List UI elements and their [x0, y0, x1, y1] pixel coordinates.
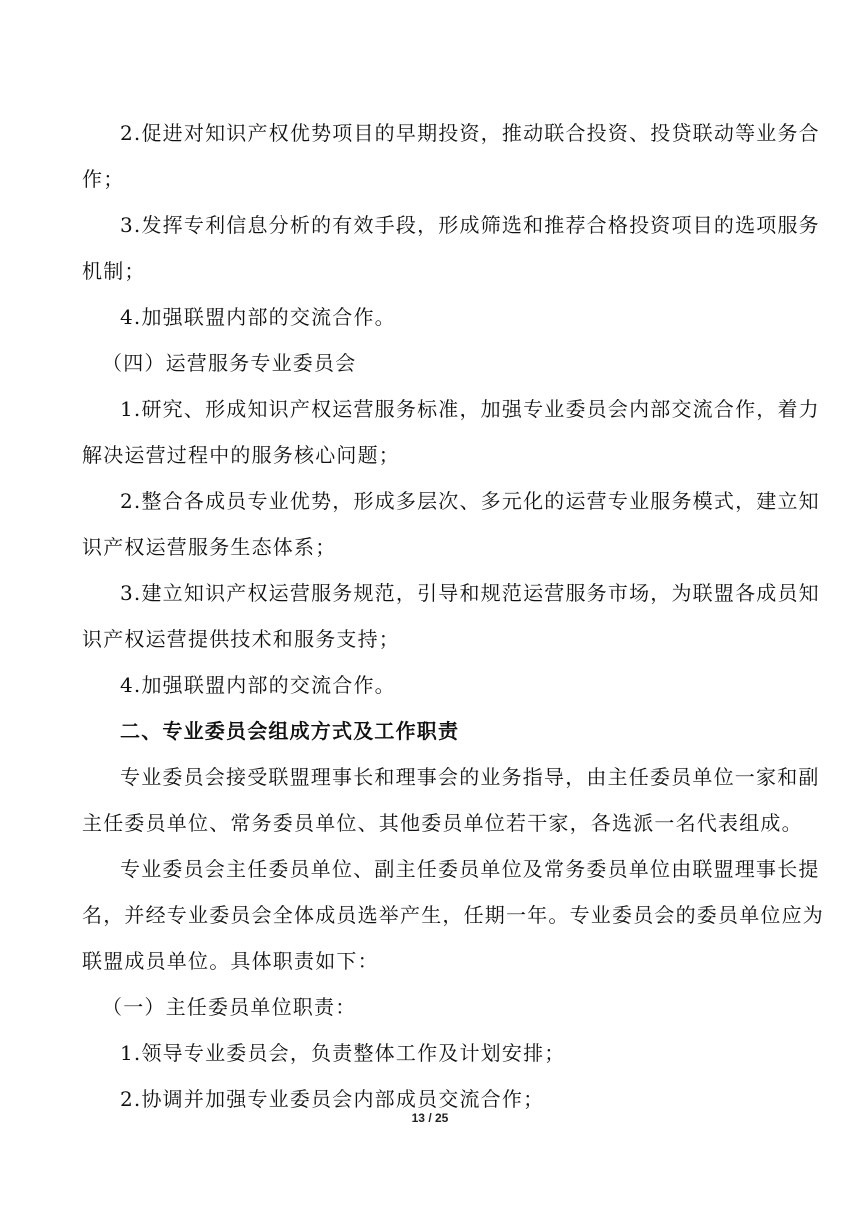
page-total: 25 — [435, 1111, 449, 1125]
document-body — [82, 110, 824, 1122]
paragraph-line: 识产权运营服务生态体系； — [82, 535, 337, 559]
page-separator: / — [424, 1111, 435, 1125]
paragraph-line: 专业委员会接受联盟理事长和理事会的业务指导，由主任委员单位一家和副 — [120, 765, 820, 789]
section-subheading: （四）运营服务专业委员会 — [102, 351, 357, 375]
paragraph-line: 4.加强联盟内部的交流合作。 — [120, 305, 396, 329]
paragraph-line: 名，并经专业委员会全体成员选举产生，任期一年。专业委员会的委员单位应为 — [82, 903, 824, 927]
paragraph-line: 4.加强联盟内部的交流合作。 — [120, 673, 396, 697]
paragraph-line: 1.研究、形成知识产权运营服务标准，加强专业委员会内部交流合作，着力 — [120, 397, 820, 421]
paragraph-line: 作； — [82, 167, 125, 191]
paragraph-line: 识产权运营提供技术和服务支持； — [82, 627, 400, 651]
paragraph-line: 主任委员单位、常务委员单位、其他委员单位若干家，各选派一名代表组成。 — [82, 811, 803, 835]
paragraph-line: 2.整合各成员专业优势，形成多层次、多元化的运营专业服务模式，建立知 — [120, 489, 820, 513]
paragraph-line: 3.建立知识产权运营服务规范，引导和规范运营服务市场，为联盟各成员知 — [120, 581, 820, 605]
page-current: 13 — [411, 1111, 425, 1125]
paragraph-line: 机制； — [82, 259, 146, 283]
paragraph-line: 3.发挥专利信息分析的有效手段，形成筛选和推荐合格投资项目的选项服务 — [120, 213, 820, 237]
section-heading: 二、专业委员会组成方式及工作职责 — [120, 719, 460, 743]
paragraph-line: 专业委员会主任委员单位、副主任委员单位及常务委员单位由联盟理事长提 — [120, 857, 820, 881]
section-subheading: （一）主任委员单位职责： — [102, 995, 357, 1019]
paragraph-line: 解决运营过程中的服务核心问题； — [82, 443, 400, 467]
paragraph-line: 1.领导专业委员会，负责整体工作及计划安排； — [120, 1041, 566, 1065]
paragraph-line: 联盟成员单位。具体职责如下： — [82, 949, 379, 973]
paragraph-line: 2.协调并加强专业委员会内部成员交流合作； — [120, 1087, 545, 1111]
paragraph-line: 2.促进对知识产权优势项目的早期投资，推动联合投资、投贷联动等业务合 — [120, 121, 820, 145]
page-number — [0, 1111, 860, 1125]
